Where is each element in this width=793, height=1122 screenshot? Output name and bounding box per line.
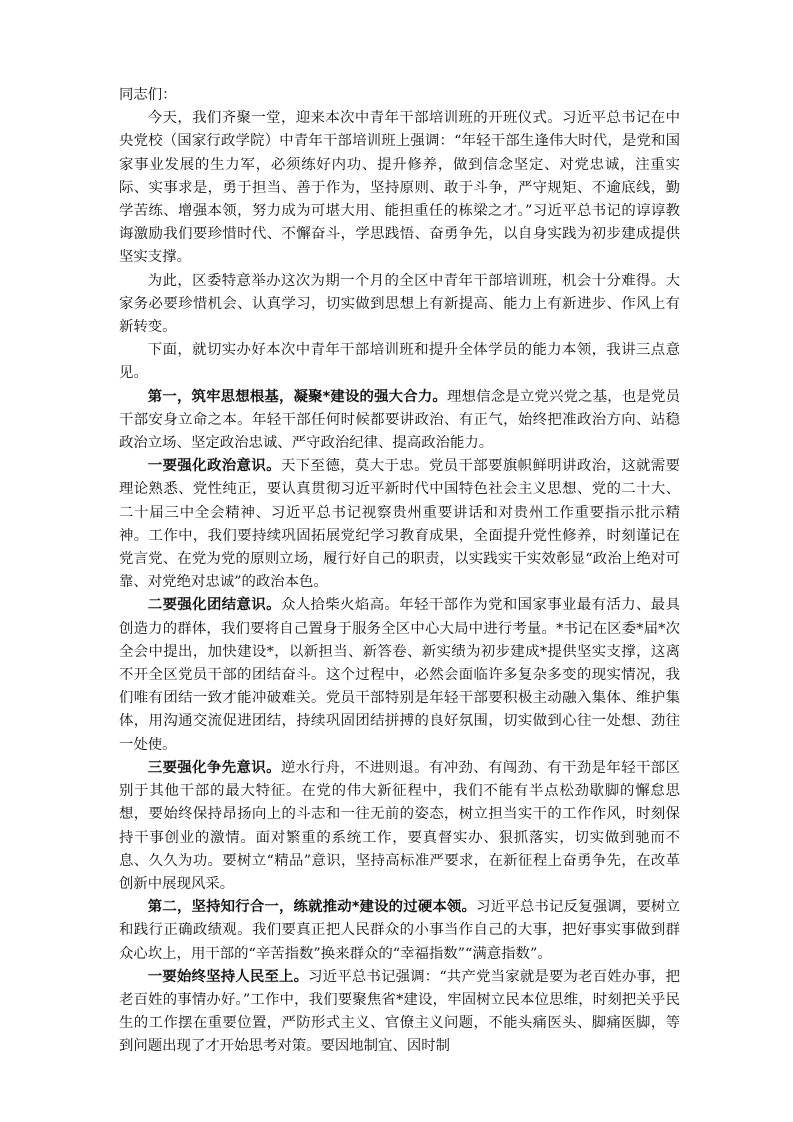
point-striving-awareness xyxy=(119,757,680,896)
point-heading: 一要始终坚持人民至上。 xyxy=(147,968,309,985)
paragraph-text: 为此，区委特意举办这次为期一个月的全区中青年干部培训班，机会十分难得。大家务必要珍惜机会、认真学习，切实做到思想上有新提高、能力上有新进步、作风上有新转变。 xyxy=(119,272,680,336)
paragraph-text: 理想信念是立党兴党之基，也是党员干部安身立命之本。年轻干部任何时候都要讲政治、有正气，始终把准政治方向、站稳政治立场、坚定政治忠诚、严守政治纪律、提高政治能力。 xyxy=(119,388,680,452)
section-2-heading-paragraph xyxy=(119,896,680,966)
paragraph-text: 众人拾柴火焰高。年轻干部作为党和国家事业最有活力、最具创造力的群体，我们要将自己置身于服务全区中心大局中进行考量。*书记在区委*届*次全会中提出，加快建设*，以新担当、新答卷、新实绩为初步建成*提供坚实支撑，这离不开全区党员干部的团结奋斗。这个过程中，必然会面临许多复杂多变的现实情况，我们唯有团结一致才能冲破难关。党员干部特别是年轻干部要积极主动融入集体、维护集体，用沟通交流促进团结，持续巩固团结拼搏的良好氛围，切实做到心往一处想、劲往一处使。 xyxy=(119,597,680,753)
point-political-awareness xyxy=(119,455,680,594)
paragraph-text: 习近平总书记反复强调，要树立和践行正确政绩观。我们要真正把人民群众的小事当作自己的大事，把好事实事做到群众心坎上，用干部的“辛苦指数”换来群众的“幸福指数”“满意指数”。 xyxy=(119,899,680,962)
paragraph-intro xyxy=(119,339,680,385)
paragraph-text: 天下至德，莫大于忠。党员干部要旗帜鲜明讲政治，这就需要理论熟悉、党性纯正，要认真贯彻习近平新时代中国特色社会主义思想、党的二十大、二十届三中全会精神、习近平总书记视察贵州重要讲话和对贵州工作重要指示批示精神。工作中，我们要持续巩固拓展党纪学习教育成果，全面提升党性修养，时刻谨记在党言党、在党为党的原则立场，履行好自己的职责，以实践实干实效彰显“政治上绝对可靠、对党绝对忠诚”的政治本色。 xyxy=(119,458,680,591)
paragraph-text: 习近平总书记强调：“共产党当家就是要为老百姓办事，把老百姓的事情办好。”工作中，我们要聚焦省*建设，牢固树立民本位思维，时刻把关乎民生的工作摆在重要位置，严防形式主义、官僚主义问题，不能头痛医头、脚痛医脚，等到问题出现了才开始思考对策。要因地制宜、因时制 xyxy=(119,968,680,1055)
salutation: 同志们： xyxy=(119,87,177,103)
paragraph-purpose xyxy=(119,270,680,340)
section-heading: 第一，筑牢思想根基，凝聚*建设的强大合力。 xyxy=(147,388,447,405)
document-page xyxy=(119,84,680,1059)
point-heading: 二要强化团结意识。 xyxy=(147,597,281,614)
paragraph-text: 下面，就切实办好本次中青年干部培训班和提升全体学员的能力本领，我讲三点意见。 xyxy=(119,342,680,382)
point-heading: 一要强化政治意识。 xyxy=(147,458,281,475)
paragraph-text: 逆水行舟，不进则退。有冲劲、有闯劲、有干劲是年轻干部区别于其他干部的最大特征。在党的伟大新征程中，我们不能有半点松劲歇脚的懈怠思想，要始终保持昂扬向上的斗志和一往无前的姿态，树立担当实干的工作作风，时刻保持干事创业的激情。面对繁重的系统工作，要真督实办、狠抓落实，切实做到驰而不息、久久为功。要树立“精品”意识，坚持高标准严要求，在新征程上奋勇争先，在改革创新中展现风采。 xyxy=(119,759,680,892)
section-heading: 第二，坚持知行合一，练就推动*建设的过硬本领。 xyxy=(147,899,477,916)
point-heading: 三要强化争先意识。 xyxy=(147,759,281,776)
point-people-first xyxy=(119,966,680,1059)
section-1-heading-paragraph xyxy=(119,386,680,456)
point-unity-awareness xyxy=(119,594,680,756)
paragraph-text: 今天，我们齐聚一堂，迎来本次中青年干部培训班的开班仪式。习近平总书记在中央党校（国家行政学院）中青年干部培训班上强调：“年轻干部生逢伟大时代，是党和国家事业发展的生力军，必须练好内功、提升修养，做到信念坚定、对党忠诚，注重实际、实事求是，勇于担当、善于作为，坚持原则、敢于斗争，严守规矩、不逾底线，勤学苦练、增强本领，努力成为可堪大用、能担重任的栋梁之才。”习近平总书记的谆谆教诲激励我们要珍惜时代、不懈奋斗，学思践悟、奋勇争先，以自身实践为初步建成提供坚实支撑。 xyxy=(119,110,680,266)
paragraph-opening xyxy=(119,107,680,269)
